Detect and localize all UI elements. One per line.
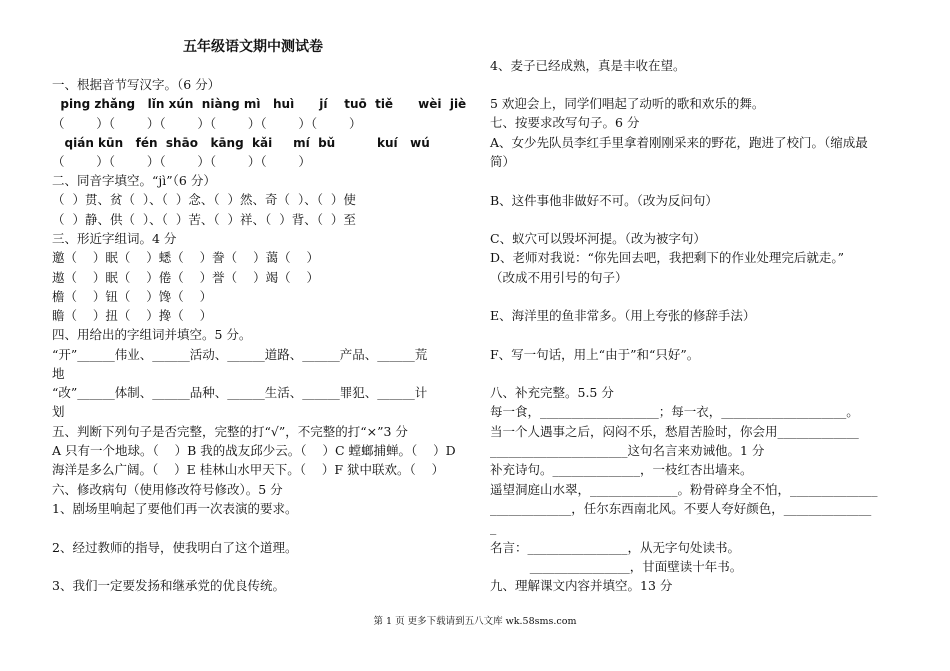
rewrite-d-cont: （改成不用引号的句子） bbox=[490, 270, 628, 285]
page-footer: 第 1 页 更多下载请到五八文库 wk.58sms.com bbox=[373, 616, 577, 627]
sentence-fix-4: 4、麦子已经成熟，真是丰收在望。 bbox=[490, 58, 686, 73]
judge-row-1: A 只有一个地球。（ ）B 我的战友邱少云。（ ）C 螳螂捕蝉。（ ）D bbox=[52, 443, 456, 458]
rewrite-d: D、老师对我说：“你先回去吧，我把剩下的作业处理完后就走。” bbox=[490, 250, 845, 265]
similar-chars-row-3: 檐（ ）钮（ ）馋（ ） bbox=[52, 289, 213, 304]
fill-quote-1: 名言：________________，从无字句处读书。 bbox=[490, 540, 741, 555]
rewrite-f: F、写一句话，用上“由于”和“只好”。 bbox=[490, 347, 700, 362]
rewrite-c: C、蚁穴可以毁坏河提。（改为被字句） bbox=[490, 231, 706, 246]
similar-chars-row-1: 邀（ ）眠（ ）蟋（ ）誊（ ）蔼（ ） bbox=[52, 250, 319, 265]
section-6-heading: 六、修改病句（使用修改符号修改）。5 分 bbox=[52, 482, 283, 497]
section-2-heading: 二、同音字填空。“jì”（6 分） bbox=[52, 173, 216, 188]
rewrite-a: A、女少先队员李红手里拿着刚刚采来的野花，跑进了校门。（缩成最 bbox=[490, 135, 868, 150]
word-fill-gai-cont: 划 bbox=[52, 404, 65, 419]
fill-poem-3-cont: _ bbox=[490, 520, 497, 535]
pinyin-row-2: qián kūn fén shāo kāng kǎi mí bǔ kuí wú bbox=[52, 136, 430, 150]
section-9-heading: 九、理解课文内容并填空。13 分 bbox=[490, 578, 673, 593]
homophone-row-2: （ ）静、供（ ）、（ ）苦、（ ）祥、（ ）背、（ ）至 bbox=[52, 212, 356, 227]
fill-proverb-1: 每一食，___________________；每一衣，____________________。 bbox=[490, 404, 859, 419]
section-4-heading: 四、用给出的字组词并填空。5 分。 bbox=[52, 327, 252, 342]
answer-brackets-row-2: （ ）（ ）（ ）（ ）（ ） bbox=[52, 154, 311, 169]
fill-poem-2: 遥望洞庭山水翠，______________。粉骨碎身全不怕，______________ bbox=[490, 482, 878, 497]
section-7-heading: 七、按要求改写句子。6 分 bbox=[490, 115, 640, 130]
rewrite-a-cont: 简） bbox=[490, 154, 516, 169]
judge-row-2: 海洋是多么广阔。（ ）E 桂林山水甲天下。（ ）F 狱中联欢。（ ） bbox=[52, 462, 445, 477]
exam-title: 五年级语文期中测试卷 bbox=[183, 39, 323, 55]
fill-quote-2: ________________，甘面壁读十年书。 bbox=[490, 559, 743, 574]
sentence-fix-1: 1、剧场里响起了要他们再一次表演的要求。 bbox=[52, 501, 298, 516]
similar-chars-row-4: 瞻（ ）扭（ ）搀（ ） bbox=[52, 308, 213, 323]
word-fill-gai: “改”______体制、______品种、______生活、______罪犯、______计 bbox=[52, 385, 428, 400]
rewrite-b: B、这件事他非做好不可。（改为反问句） bbox=[490, 193, 718, 208]
section-5-heading: 五、判断下列句子是否完整，完整的打“√”，不完整的打“×”3 分 bbox=[52, 424, 408, 439]
answer-brackets-row-1: （ ）（ ）（ ）（ ）（ ）（ ） bbox=[52, 116, 362, 131]
section-1-heading: 一、根据音节写汉字。（6 分） bbox=[52, 77, 221, 92]
homophone-row-1: （ ）贯、贫（ ）、（ ）念、（ ）然、奇（ ）、（ ）使 bbox=[52, 192, 356, 207]
sentence-fix-3: 3、我们一定要发扬和继承党的优良传统。 bbox=[52, 578, 285, 593]
pinyin-row-1: ping zhǎng lǐn xún niàng mì huì jí tuō tiě wèi jiè bbox=[52, 97, 467, 111]
similar-chars-row-2: 遨（ ）眠（ ）倦（ ）誉（ ）竭（ ） bbox=[52, 270, 319, 285]
fill-poem-1: 补充诗句。______________，一枝红杏出墙来。 bbox=[490, 462, 753, 477]
sentence-fix-2: 2、经过教师的指导，使我明白了这个道理。 bbox=[52, 540, 298, 555]
fill-proverb-2: 当一个人遇事之后，闷闷不乐，愁眉苦脸时，你会用_____________ bbox=[490, 424, 859, 439]
word-fill-kai: “开”______伟业、______活动、______道路、______产品、______荒 bbox=[52, 347, 428, 362]
word-fill-kai-cont: 地 bbox=[52, 366, 65, 381]
fill-poem-3: _____________，任尔东西南北风。不要人夸好颜色，______________ bbox=[490, 501, 872, 516]
fill-proverb-2-cont: ______________________这句名言来劝诫他。1 分 bbox=[490, 443, 765, 458]
sentence-fix-5: 5 欢迎会上，同学们唱起了动听的歌和欢乐的舞。 bbox=[490, 96, 765, 111]
section-8-heading: 八、补充完整。5.5 分 bbox=[490, 385, 614, 400]
section-3-heading: 三、形近字组词。4 分 bbox=[52, 231, 177, 246]
rewrite-e: E、海洋里的鱼非常多。（用上夸张的修辞手法） bbox=[490, 308, 756, 323]
